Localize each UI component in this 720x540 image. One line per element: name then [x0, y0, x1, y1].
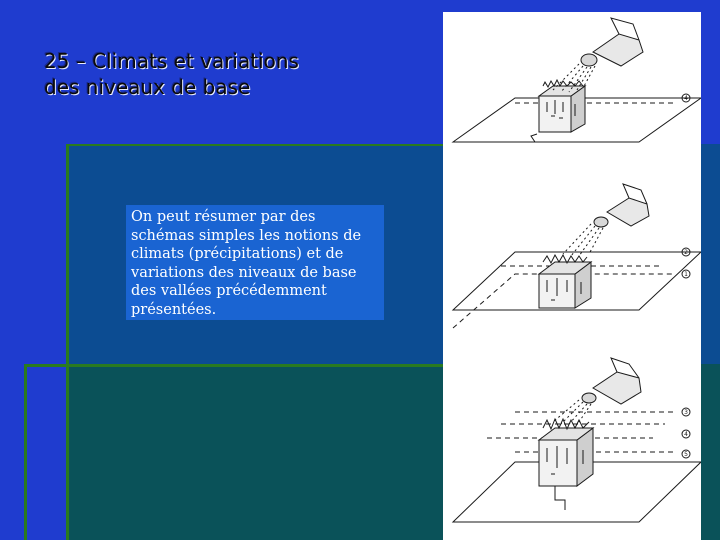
level-label: 4: [684, 431, 688, 438]
green-accent-line: [66, 144, 444, 146]
level-label: 2: [684, 249, 688, 256]
base-level-diagram: [443, 12, 701, 540]
watering-can: [593, 34, 643, 66]
level-label: 1: [684, 271, 688, 278]
slide-title: [44, 48, 424, 100]
green-accent-line: [24, 364, 444, 367]
level-label: 4: [684, 95, 688, 102]
diagram-panel-3: [453, 358, 701, 522]
diagram-panel-1: [453, 18, 701, 142]
watering-can: [593, 372, 641, 404]
diagram-drawing: [443, 12, 701, 540]
terrain-block: [539, 440, 577, 486]
slide-title-line: 25 – Climats et variations: [44, 49, 299, 73]
summary-text-box: On peut résumer par des schémas simples les notions de climats (précipitations) et de variations des niveaux de base des vallées précédemment présentées.: [126, 205, 384, 320]
green-accent-line: [24, 364, 27, 540]
diagram-panel-2: [453, 184, 701, 328]
rain: [563, 224, 603, 256]
watering-can: [607, 198, 649, 226]
green-accent-line: [66, 144, 69, 540]
level-label: 5: [684, 451, 688, 458]
level-label: 3: [684, 409, 688, 416]
slide-title-line: des niveaux de base: [44, 75, 251, 99]
